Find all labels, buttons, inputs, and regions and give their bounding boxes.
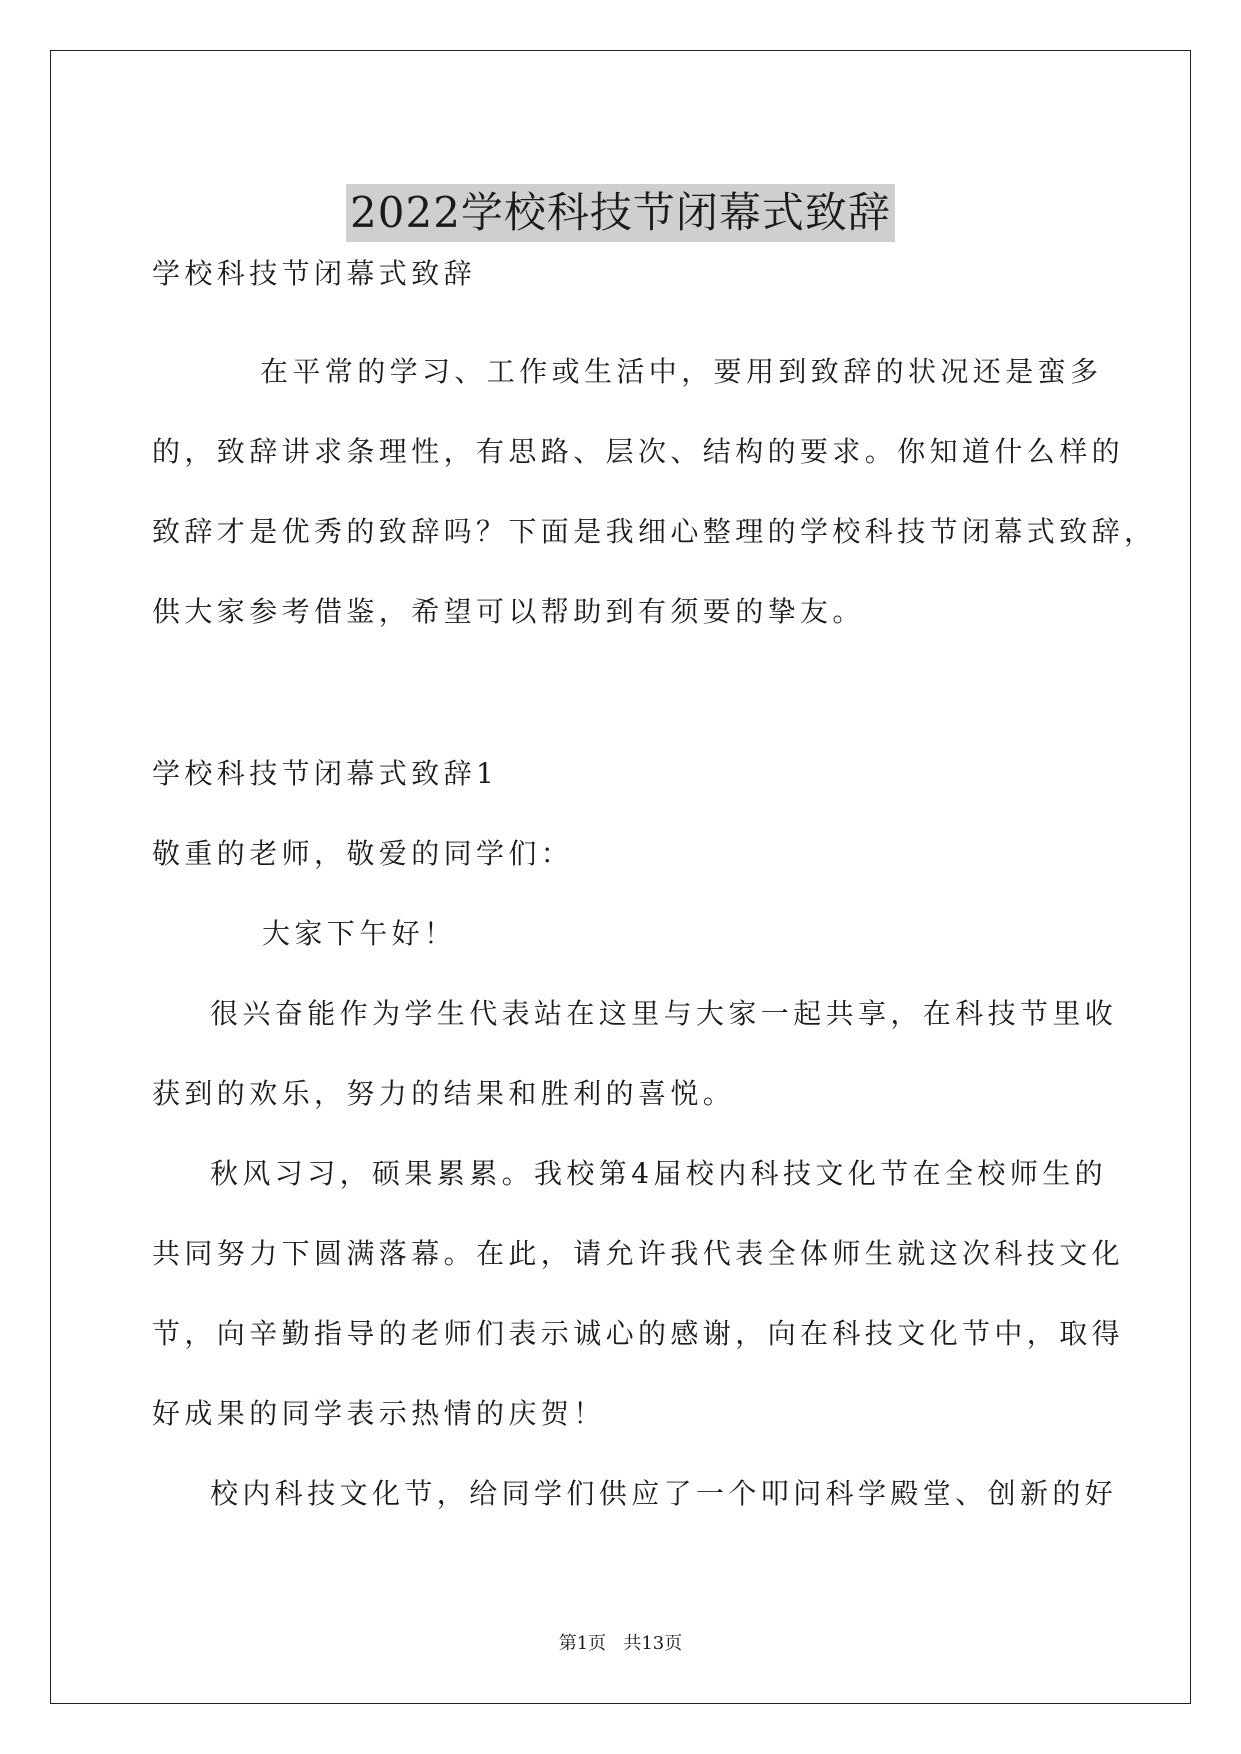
document-title: 2022学校科技节闭幕式致辞 bbox=[346, 184, 895, 242]
salutation-line: 敬重的老师，敬爱的同学们： bbox=[152, 837, 574, 870]
paragraph-line: 的，致辞讲求条理性，有思路、层次、结构的要求。你知道什么样的 bbox=[152, 435, 1125, 468]
paragraph-line: 好成果的同学表示热情的庆贺！ bbox=[152, 1397, 606, 1430]
page-number-footer: 第1页 共13页 bbox=[558, 1633, 683, 1654]
paragraph-line: 节，向辛勤指导的老师们表示诚心的感谢，向在科技文化节中，取得 bbox=[152, 1317, 1125, 1350]
paragraph-line: 校内科技文化节，给同学们供应了一个叩问科学殿堂、创新的好 bbox=[210, 1477, 1118, 1510]
subtitle-line: 学校科技节闭幕式致辞 bbox=[152, 257, 477, 290]
greeting-line: 大家下午好！ bbox=[262, 917, 457, 950]
paragraph-line: 共同努力下圆满落幕。在此，请允许我代表全体师生就这次科技文化 bbox=[152, 1237, 1125, 1270]
paragraph-line: 秋风习习，硕果累累。我校第4届校内科技文化节在全校师生的 bbox=[210, 1157, 1108, 1190]
paragraph-line: 很兴奋能作为学生代表站在这里与大家一起共享，在科技节里收 bbox=[210, 997, 1118, 1030]
paragraph-line: 在平常的学习、工作或生活中，要用到致辞的状况还是蛮多 bbox=[260, 355, 1103, 388]
paragraph-line: 获到的欢乐，努力的结果和胜利的喜悦。 bbox=[152, 1077, 736, 1110]
paragraph-line: 供大家参考借鉴，希望可以帮助到有须要的挚友。 bbox=[152, 595, 865, 628]
page-border bbox=[50, 50, 1191, 1704]
section-heading: 学校科技节闭幕式致辞1 bbox=[152, 757, 499, 790]
paragraph-line: 致辞才是优秀的致辞吗？下面是我细心整理的学校科技节闭幕式致辞， bbox=[152, 515, 1157, 548]
